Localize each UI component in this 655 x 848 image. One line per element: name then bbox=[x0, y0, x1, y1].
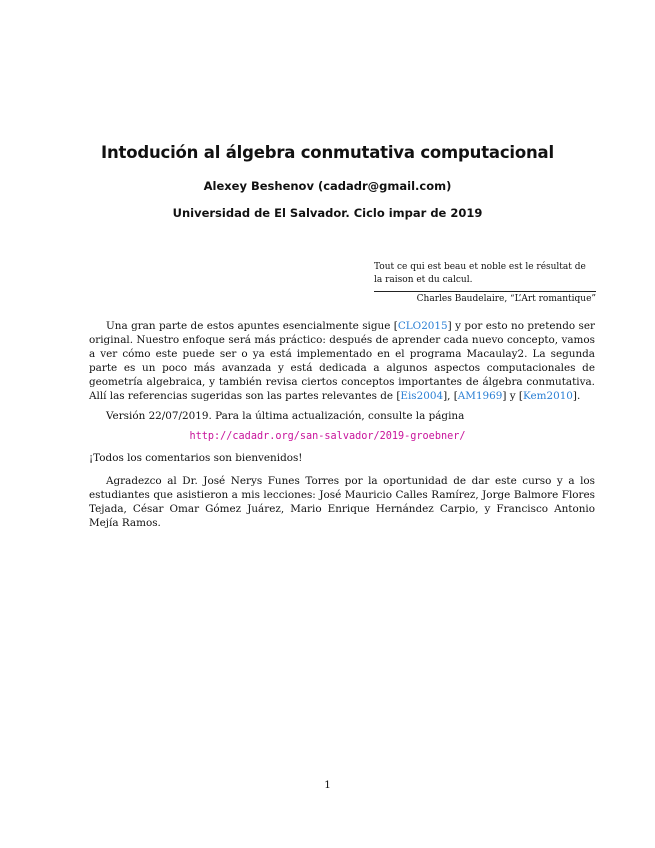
affiliation-line: Universidad de El Salvador. Ciclo impar de 2019 bbox=[172, 206, 483, 220]
intro-text-3: ], [ bbox=[443, 389, 458, 402]
citation-link-kem2010[interactable]: Kem2010 bbox=[522, 389, 573, 402]
epigraph-source: Charles Baudelaire, “L’Art romantique” bbox=[416, 294, 596, 304]
intro-paragraph bbox=[89, 320, 595, 403]
intro-text-1: Una gran parte de estos apuntes esencialmente sigue [ bbox=[106, 320, 398, 332]
document-title: Intodución al álgebra conmutativa computacional bbox=[101, 143, 554, 162]
epigraph-divider bbox=[374, 291, 596, 292]
citation-link-eis2004[interactable]: Eis2004 bbox=[400, 389, 444, 402]
page-number: 1 bbox=[324, 779, 331, 791]
intro-text-5: ]. bbox=[572, 389, 581, 402]
version-paragraph: Versión 22/07/2019. Para la última actualización, consulte la página bbox=[106, 410, 465, 422]
citation-link-am1969[interactable]: AM1969 bbox=[457, 389, 503, 402]
update-url-link[interactable]: http://cadadr.org/san-salvador/2019-groebner/ bbox=[189, 431, 466, 442]
intro-text-2: ] y por esto no pretendo ser original. Nuestro enfoque será más práctico: después de aprender cada nuevo concepto, vamos a ver cómo este puede ser o ya está implementado en el programa Macaulay2. La segunda parte es un poco más avanzada y está dedicada a algunos aspectos computacionales de geometría algebraica, y también revisa ciertos conceptos importantes de álgebra conmutativa. Allí las referencias sugeridas son las partes relevantes de [ bbox=[89, 320, 595, 402]
comments-paragraph: ¡Todos los comentarios son bienvenidos! bbox=[89, 452, 303, 464]
citation-link-clo2015[interactable]: CLO2015 bbox=[397, 320, 448, 332]
acknowledgements-paragraph: Agradezco al Dr. José Nerys Funes Torres por la oportunidad de dar este curso y a los estudiantes que asistieron a mis lecciones: José Mauricio Calles Ramírez, Jorge Balmore Flores Tejada, César Omar Gómez Juárez, Mario Enrique Hernández Carpio, y Francisco Antonio Mejía Ramos. bbox=[89, 475, 595, 529]
epigraph-quote: Tout ce qui est beau et noble est le résultat de la raison et du calcul. bbox=[374, 262, 586, 285]
author-line: Alexey Beshenov (cadadr@gmail.com) bbox=[203, 179, 452, 193]
intro-text-4: ] y [ bbox=[502, 389, 523, 402]
